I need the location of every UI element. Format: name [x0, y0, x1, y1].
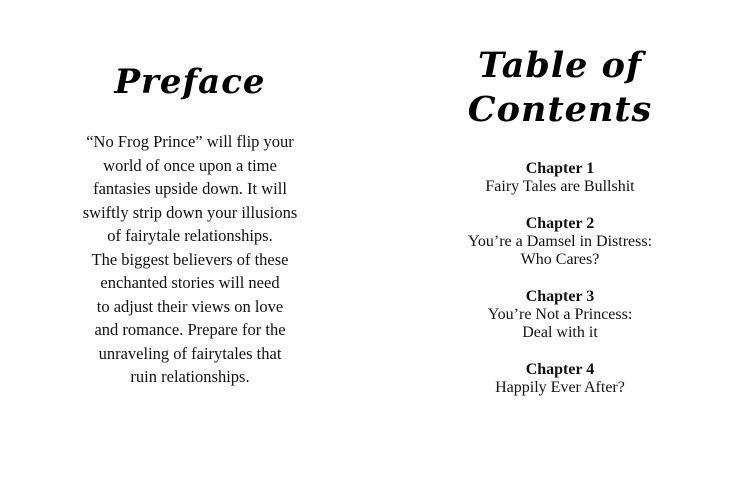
- preface-page: [40, 0, 340, 485]
- toc-title: [410, 44, 710, 132]
- chapter-title: [410, 233, 710, 270]
- toc-list: [410, 159, 710, 397]
- preface-title: Preface: [114, 62, 266, 102]
- preface-line: of fairytale relationships.: [107, 226, 273, 245]
- preface-line: enchanted stories will need: [100, 273, 280, 292]
- preface-line: The biggest believers of these: [91, 249, 289, 269]
- chapter-number: Chapter 2: [525, 214, 595, 232]
- chapter-title: [410, 379, 710, 398]
- toc-title-line: Table of: [478, 45, 642, 86]
- preface-line: swiftly strip down your illusions: [82, 202, 298, 222]
- preface-line: ruin relationships.: [130, 367, 250, 386]
- toc-entry-chapter-3: [410, 287, 710, 343]
- preface-line: and romance. Prepare for the: [94, 320, 286, 339]
- preface-line: unraveling of fairytales that: [98, 343, 282, 363]
- preface-line: world of once upon a time: [103, 155, 277, 175]
- chapter-title-line: Happily Ever After?: [495, 378, 625, 396]
- preface-line: fantasies upside down. It will: [93, 179, 287, 198]
- chapter-title-line: Who Cares?: [520, 251, 600, 268]
- chapter-title: [410, 178, 710, 197]
- chapter-title-line: You’re Not a Princess:: [487, 305, 633, 323]
- chapter-number: Chapter 1: [525, 160, 595, 177]
- preface-body: [40, 130, 340, 389]
- chapter-title: [410, 306, 710, 343]
- preface-line: to adjust their views on love: [96, 296, 284, 316]
- toc-entry-chapter-1: [410, 159, 710, 197]
- toc-title-line: Contents: [467, 89, 653, 130]
- chapter-title-line: Fairy Tales are Bullshit: [485, 178, 635, 195]
- chapter-number: Chapter 4: [525, 360, 595, 378]
- toc-entry-chapter-2: [410, 214, 710, 270]
- preface-line: “No Frog Prince” will flip your: [86, 132, 294, 151]
- chapter-title-line: Deal with it: [522, 324, 598, 341]
- table-of-contents-page: [410, 0, 710, 485]
- chapter-title-line: You’re a Damsel in Distress:: [467, 232, 653, 250]
- chapter-number: Chapter 3: [525, 287, 595, 305]
- toc-entry-chapter-4: [410, 360, 710, 398]
